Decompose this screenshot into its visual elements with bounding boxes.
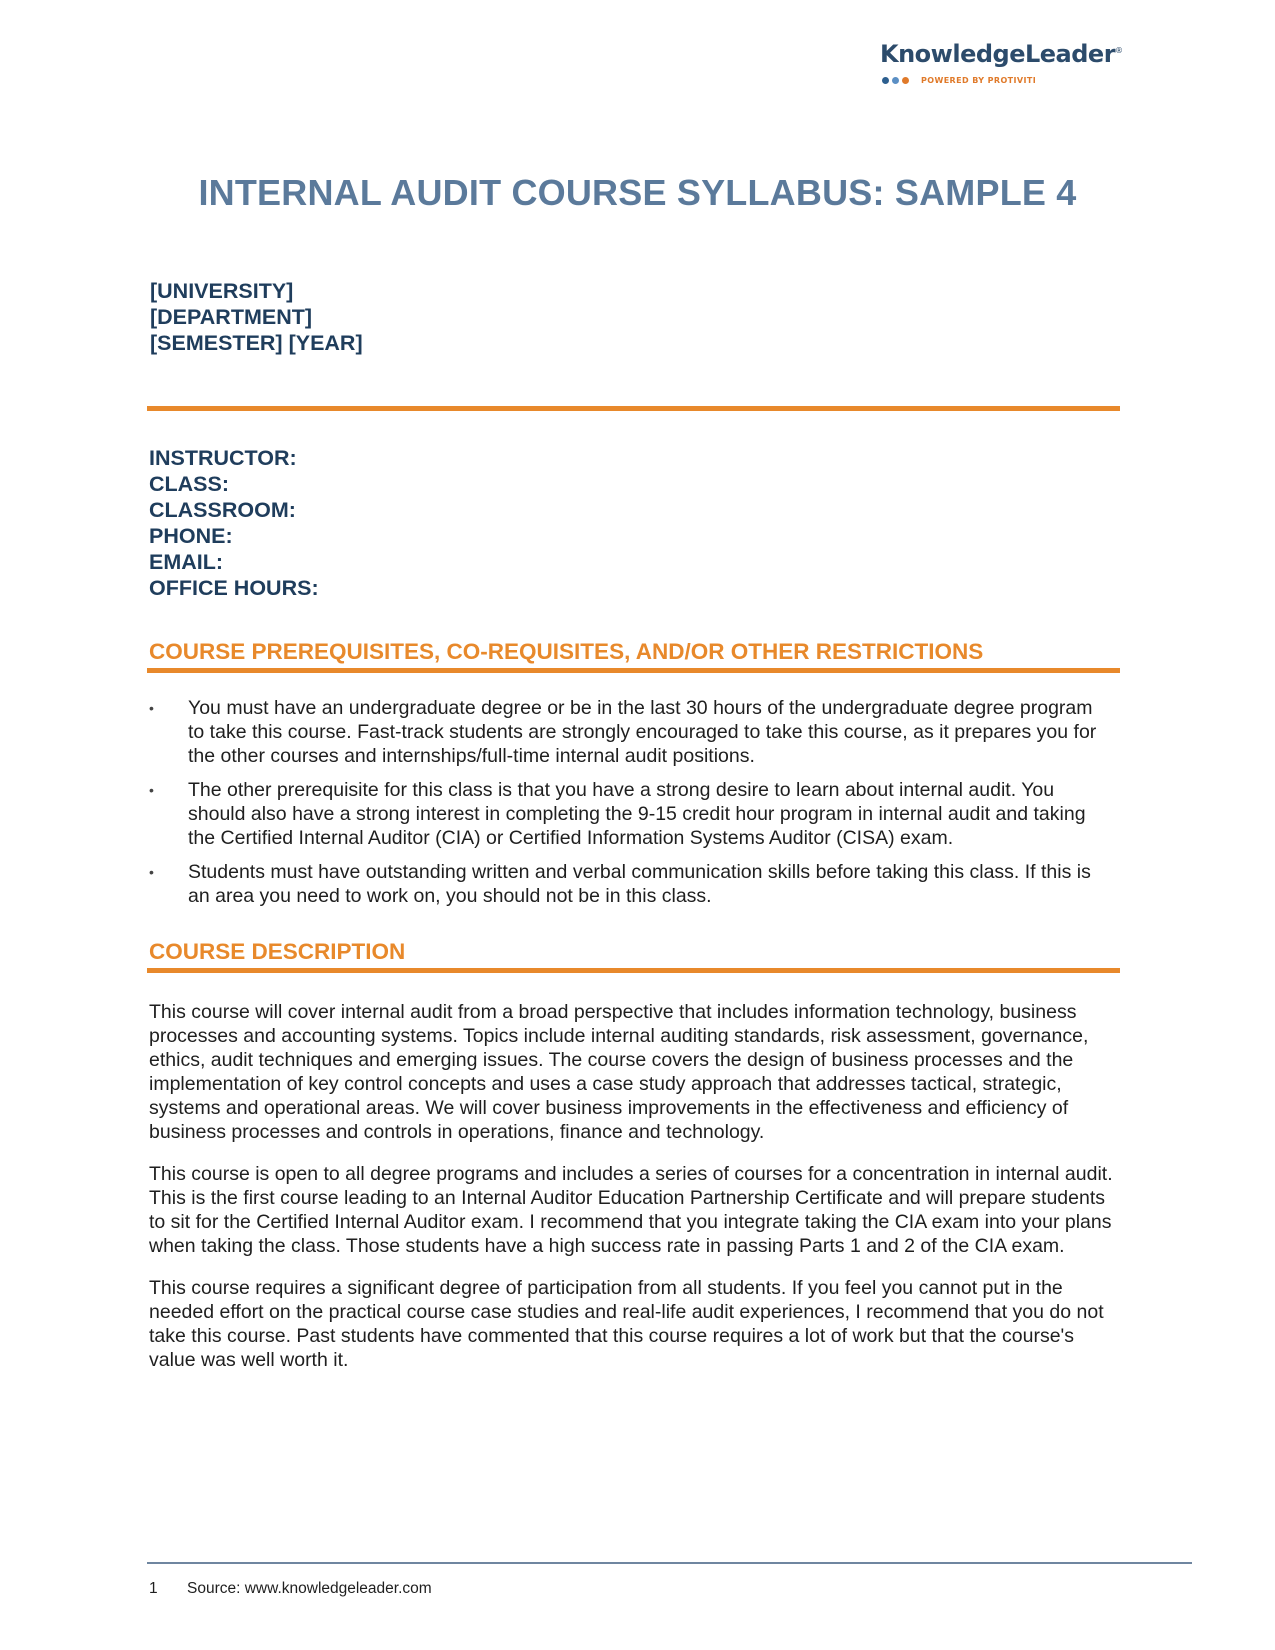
description-body (149, 1000, 1124, 1390)
knowledgeleader-logo (880, 40, 1123, 86)
logo-tagline-row (880, 74, 1120, 86)
logo-dots-icon (882, 77, 909, 84)
list-item-text: The other prerequisite for this class is that you have a strong desire to learn about internal audit. You should also have a strong interest in completing the 9-15 credit hour program in internal audit and taking the Certified Internal Auditor (CIA) or Certified Information Systems Auditor (CISA) exam. (188, 779, 1086, 849)
prerequisites-list (149, 696, 1109, 918)
info-fields (149, 445, 319, 601)
logo-wordmark-text: KnowledgeLeader (880, 40, 1116, 68)
list-item (149, 860, 1109, 908)
logo-dot-1 (882, 77, 889, 84)
description-paragraph: This course requires a significant degree of participation from all students. If you feel you cannot put in the needed effort on the practical course case studies and real-life audit experiences, I recommend that you do not take this course. Past students have commented that this course requires a lot of work but that the course's value was well worth it. (149, 1277, 1104, 1371)
phone-label: PHONE: (149, 524, 233, 548)
logo-wordmark (880, 40, 1123, 68)
header-divider (147, 406, 1120, 411)
source-text: Source: www.knowledgeleader.com (187, 1580, 432, 1597)
logo-tagline: POWERED BY PROTIVITI (921, 75, 1037, 85)
list-item (149, 696, 1109, 768)
description-paragraph: This course will cover internal audit from a broad perspective that includes information technology, business processes and accounting systems. Topics include internal auditing standards, risk assessment, governance, ethics, audit techniques and emerging issues. The course covers the design of business processes and the implementation of key control concepts and uses a case study approach that addresses tactical, strategic, systems and operational areas. We will cover business improvements in the effectiveness and efficiency of business processes and controls in operations, finance and technology. (149, 1001, 1089, 1143)
university-field: [UNIVERSITY] (150, 279, 294, 303)
logo-dot-3 (902, 77, 909, 84)
bullet-icon: • (149, 700, 154, 716)
page-footer (149, 1580, 432, 1598)
class-label: CLASS: (149, 472, 230, 496)
list-item (149, 778, 1109, 850)
list-item-text: Students must have outstanding written and verbal communication skills before taking this class. If this is an area you need to work on, you should not be in this class. (188, 861, 1091, 907)
classroom-label: CLASSROOM: (149, 498, 296, 522)
bullet-icon: • (149, 782, 154, 798)
office-hours-label: OFFICE HOURS: (149, 576, 319, 600)
description-heading: COURSE DESCRIPTION (149, 939, 406, 964)
email-label: EMAIL: (149, 550, 224, 574)
page-number: 1 (149, 1580, 158, 1597)
document-title: INTERNAL AUDIT COURSE SYLLABUS: SAMPLE 4 (198, 172, 1077, 213)
description-paragraph: This course is open to all degree programs and includes a series of courses for a concentration in internal audit. This is the first course leading to an Internal Auditor Education Partnership Certificate and will prepare students to sit for the Certified Internal Auditor exam. I recommend that you integrate taking the CIA exam into your plans when taking the class. Those students have a high success rate in passing Parts 1 and 2 of the CIA exam. (149, 1163, 1113, 1257)
logo-dot-2 (892, 77, 899, 84)
list-item-text: You must have an undergraduate degree or be in the last 30 hours of the undergraduate degree program to take this course. Fast-track students are strongly encouraged to take this course, as it prepares you for the other courses and internships/full-time internal audit positions. (188, 697, 1097, 767)
logo-trademark: ® (1115, 46, 1123, 55)
prerequisites-heading: COURSE PREREQUISITES, CO-REQUISITES, AND/OR OTHER RESTRICTIONS (149, 639, 984, 664)
header-fields (150, 278, 363, 356)
bullet-icon: • (149, 864, 154, 880)
description-divider (147, 968, 1120, 973)
footer-divider (147, 1562, 1192, 1564)
instructor-label: INSTRUCTOR: (149, 446, 297, 470)
department-field: [DEPARTMENT] (150, 305, 313, 329)
semester-year-field: [SEMESTER] [YEAR] (150, 331, 363, 355)
prerequisites-divider (147, 668, 1120, 673)
